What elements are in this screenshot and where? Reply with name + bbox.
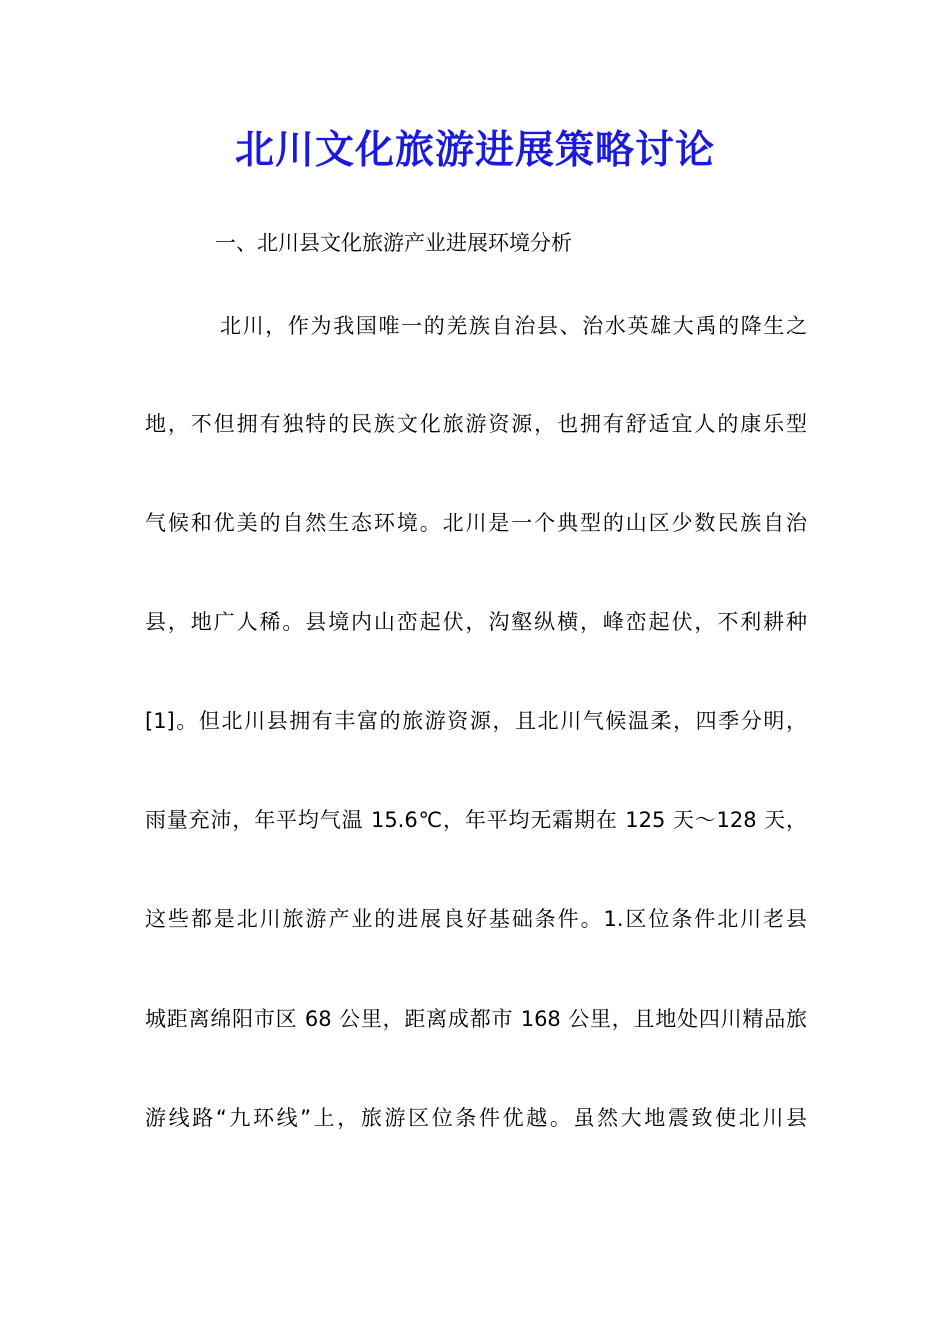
paragraph-line: 地，不但拥有独特的民族文化旅游资源，也拥有舒适宜人的康乐型 — [145, 412, 807, 436]
paragraph-line: 这些都是北川旅游产业的进展良好基础条件。1.区位条件北川老县 — [145, 907, 807, 931]
section-heading: 一、北川县文化旅游产业进展环境分析 — [215, 231, 572, 255]
paragraph-line: 城距离绵阳市区 68 公里，距离成都市 168 公里，且地处四川精品旅 — [145, 1007, 807, 1031]
paragraph-line: [1]。但北川县拥有丰富的旅游资源，且北川气候温柔，四季分明， — [145, 709, 807, 733]
paragraph-line: 气候和优美的自然生态环境。北川是一个典型的山区少数民族自治 — [145, 511, 807, 535]
paragraph-line: 游线路“九环线”上，旅游区位条件优越。虽然大地震致使北川县 — [145, 1106, 807, 1130]
paragraph-line: 北川，作为我国唯一的羌族自治县、治水英雄大禹的降生之 — [220, 314, 807, 338]
document-title: 北川文化旅游进展策略讨论 — [234, 128, 715, 173]
paragraph-line: 雨量充沛，年平均气温 15.6℃，年平均无霜期在 125 天～128 天， — [145, 808, 807, 832]
paragraph-line: 县，地广人稀。县境内山峦起伏，沟壑纵横，峰峦起伏，不利耕种 — [145, 610, 807, 634]
